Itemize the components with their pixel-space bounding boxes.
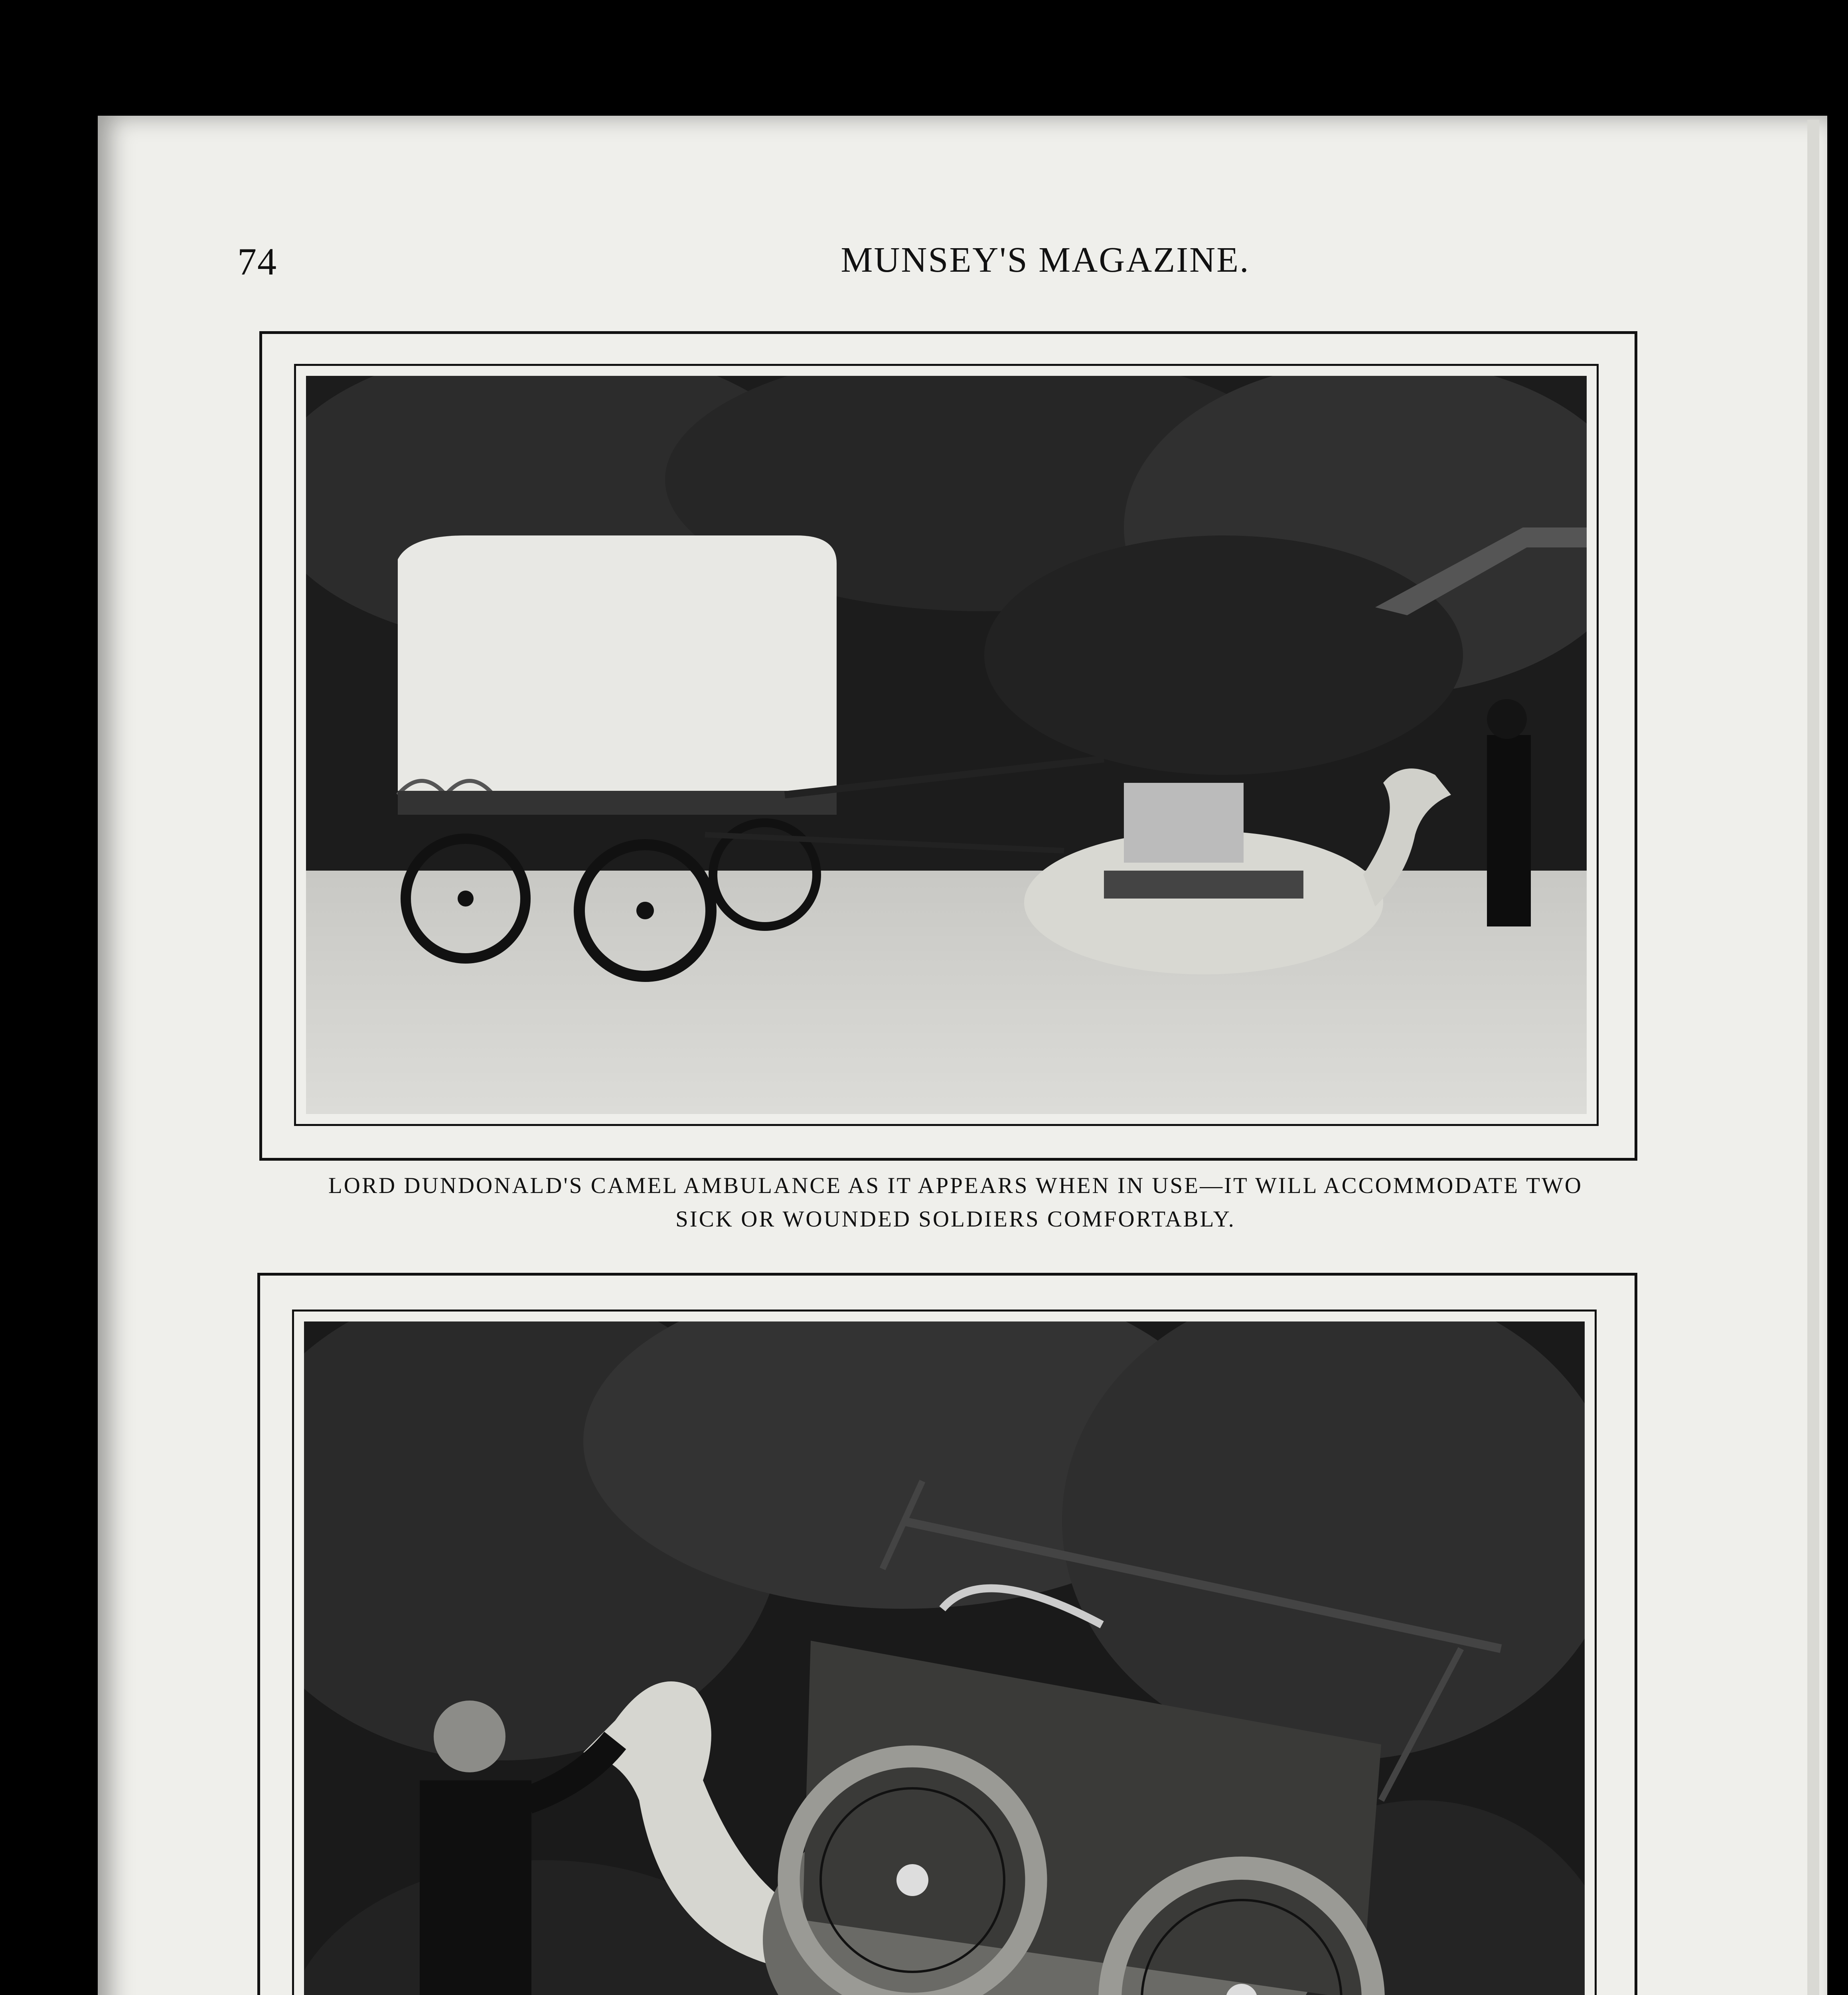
camel-ambulance-in-use-photo (306, 376, 1587, 1114)
figure-2-frame (257, 1273, 1637, 1995)
figure-1-frame (259, 331, 1637, 1161)
figure-1-caption (245, 1169, 1666, 1236)
magazine-page (98, 116, 1827, 1995)
figure-1-caption-line-2: SICK OR WOUNDED SOLDIERS COMFORTABLY. (675, 1207, 1236, 1232)
figure-2-photo (304, 1321, 1585, 1995)
running-title: MUNSEY'S MAGAZINE. (841, 240, 1250, 280)
figure-1-caption-line-1: LORD DUNDONALD'S CAMEL AMBULANCE AS IT APPEARS WHEN IN USE—IT WILL ACCOMMODATE TWO (328, 1173, 1583, 1198)
page-header (98, 239, 1827, 303)
page-number: 74 (237, 240, 277, 283)
figure-1-photo (306, 376, 1587, 1114)
camel-ambulance-packed-photo (304, 1321, 1585, 1995)
adjacent-page-edge (1807, 120, 1819, 1995)
